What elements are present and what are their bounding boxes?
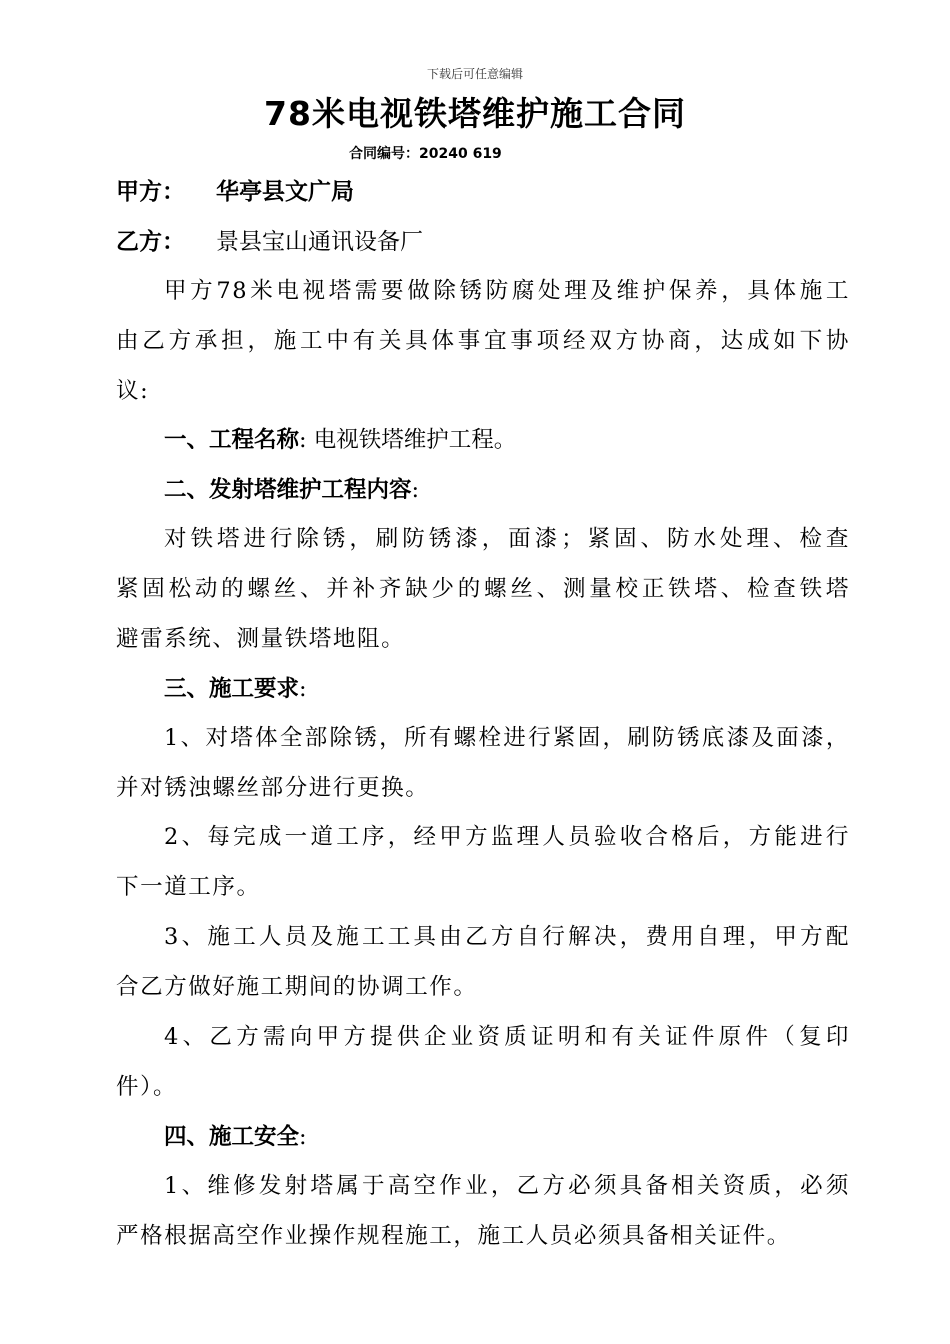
section-1 <box>164 424 516 456</box>
contract-number: 合同编号：20240 619 <box>349 146 502 162</box>
section-2-heading: 二、发射塔维护工程内容 <box>164 477 412 503</box>
section-2-colon: : <box>411 477 420 503</box>
party-a-name: 华亭县文广局 <box>216 179 354 205</box>
section-1-text: : 电视铁塔维护工程。 <box>299 427 517 453</box>
section-4-heading-line <box>164 1121 307 1153</box>
party-b-name: 景县宝山通讯设备厂 <box>216 229 423 255</box>
section-3-heading: 三、施工要求 <box>164 676 300 702</box>
section-3-item-4 <box>116 1012 850 1112</box>
section-2-line-3: 避雷系统、测量铁塔地阻。 <box>116 626 406 652</box>
party-a-label: 甲方： <box>116 179 185 205</box>
section-3-item-3-line-2: 合乙方做好施工期间的协调工作。 <box>116 974 478 1000</box>
header-note: 下载后可任意编辑 <box>426 67 523 81</box>
section-4-item-1 <box>116 1161 850 1261</box>
intro-line-3: 议: <box>116 378 150 404</box>
party-b-label: 乙方： <box>116 229 185 255</box>
section-3-item-2-line-2: 下一道工序。 <box>116 874 261 900</box>
party-a <box>116 176 354 208</box>
section-3-item-4-line-2: 件）。 <box>116 1074 178 1100</box>
section-3-item-2 <box>116 812 850 912</box>
section-2-line-2: 紧固松动的螺丝、并补齐缺少的螺丝、测量校正铁塔、检查铁塔 <box>116 576 850 602</box>
section-3-item-2-line-1: 2、每完成一道工序，经甲方监理人员验收合格后，方能进行 <box>164 824 850 850</box>
section-3-item-1 <box>116 713 850 813</box>
section-4-heading: 四、施工安全 <box>164 1124 300 1150</box>
document-title: 78米电视铁塔维护施工合同 <box>264 94 686 133</box>
section-2-content <box>116 514 850 664</box>
section-2-line-1: 对铁塔进行除锈，刷防锈漆，面漆；紧固、防水处理、检查 <box>164 526 850 552</box>
intro-line-2: 由乙方承担，施工中有关具体事宜事项经双方协商，达成如下协 <box>116 328 850 354</box>
section-3-heading-line <box>164 673 307 705</box>
section-4-item-1-line-2: 严格根据高空作业操作规程施工，施工人员必须具备相关证件。 <box>116 1223 791 1249</box>
section-3-colon: : <box>299 676 307 702</box>
section-4-colon: : <box>299 1124 307 1150</box>
section-3-item-1-line-2: 并对锈浊螺丝部分进行更换。 <box>116 775 430 801</box>
section-3-item-4-line-1: 4、乙方需向甲方提供企业资质证明和有关证件原件（复印 <box>164 1024 850 1050</box>
section-3-item-1-line-1: 1、对塔体全部除锈，所有螺栓进行紧固，刷防锈底漆及面漆， <box>164 725 850 751</box>
section-4-item-1-line-1: 1、维修发射塔属于高空作业，乙方必须具备相关资质，必须 <box>164 1173 850 1199</box>
intro-paragraph <box>116 266 850 416</box>
intro-line-1: 甲方78米电视塔需要做除锈防腐处理及维护保养，具体施工 <box>164 278 850 304</box>
party-b <box>116 226 423 258</box>
section-2-heading-line <box>164 474 419 506</box>
section-3-item-3 <box>116 912 850 1012</box>
section-3-item-3-line-1: 3、施工人员及施工工具由乙方自行解决，费用自理，甲方配 <box>164 924 850 950</box>
section-1-heading: 一、工程名称 <box>164 427 300 453</box>
